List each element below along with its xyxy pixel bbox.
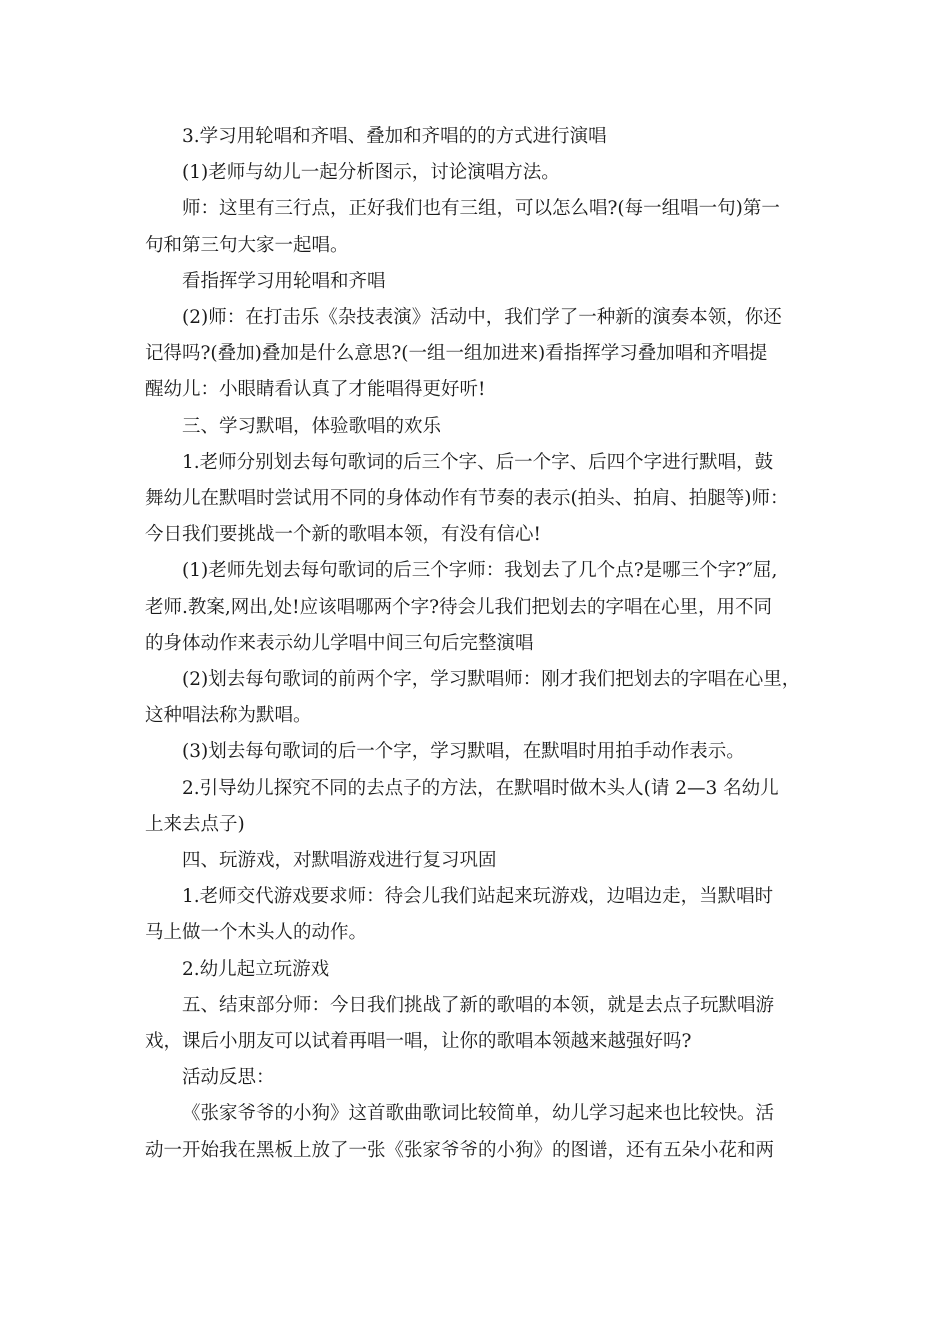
text-line: 3.学习用轮唱和齐唱、叠加和齐唱的的方式进行演唱 — [182, 126, 607, 147]
paragraph — [145, 155, 815, 191]
section-heading — [145, 843, 815, 879]
text-line: 动一开始我在黑板上放了一张《张家爷爷的小狗》的图谱，还有五朵小花和两 — [145, 1139, 775, 1161]
paragraph — [145, 264, 815, 300]
paragraph — [145, 952, 815, 988]
text-line: 1.老师分别划去每句歌词的后三个字、后一个字、后四个字进行默唱，鼓 — [182, 451, 774, 473]
text-line: 五、结束部分师：今日我们挑战了新的歌唱的本领，就是去点子玩默唱游 — [182, 994, 775, 1016]
text-line: 这种唱法称为默唱。 — [145, 705, 312, 727]
text-line: 看指挥学习用轮唱和齐唱 — [182, 270, 386, 292]
document-body — [145, 119, 815, 1169]
text-line: (2)划去每句歌词的前两个字，学习默唱师：刚才我们把划去的字唱在心里， — [182, 669, 801, 691]
paragraph — [145, 191, 815, 263]
text-line: 句和第三句大家一起唱。 — [145, 234, 349, 256]
text-line: 马上做一个木头人的动作。 — [145, 922, 368, 944]
text-line: (1)老师先划去每句歌词的后三个字师：我划去了几个点?是哪三个字?″屈, — [182, 560, 778, 582]
section-heading — [145, 1060, 815, 1096]
paragraph — [145, 300, 815, 409]
text-line: 老师.教案,网出,处!应该唱哪两个字?待会儿我们把划去的字唱在心里，用不同 — [145, 596, 772, 618]
text-line: 2.幼儿起立玩游戏 — [182, 958, 330, 980]
paragraph — [145, 553, 815, 662]
text-line: (1)老师与幼儿一起分析图示，讨论演唱方法。 — [182, 162, 560, 184]
text-line: 2.引导幼儿探究不同的去点子的方法，在默唱时做木头人(请 2—3 名幼儿 — [182, 777, 779, 799]
text-line: 醒幼儿：小眼睛看认真了才能唱得更好听! — [145, 379, 486, 401]
paragraph — [145, 445, 815, 554]
text-line: 三、学习默唱，体验歌唱的欢乐 — [182, 415, 442, 437]
text-line: 戏，课后小朋友可以试着再唱一唱，让你的歌唱本领越来越强好吗? — [145, 1031, 692, 1053]
paragraph — [145, 662, 815, 734]
text-line: (2)师：在打击乐《杂技表演》活动中，我们学了一种新的演奏本领，你还 — [182, 307, 782, 329]
text-line: 记得吗?(叠加)叠加是什么意思?(一组一组加进来)看指挥学习叠加唱和齐唱提 — [145, 343, 768, 365]
text-line: 师：这里有三行点，正好我们也有三组，可以怎么唱?(每一组唱一句)第一 — [182, 198, 780, 220]
text-line: (3)划去每句歌词的后一个字，学习默唱，在默唱时用拍手动作表示。 — [182, 741, 745, 763]
text-line: 1.老师交代游戏要求师：待会儿我们站起来玩游戏，边唱边走，当默唱时 — [182, 886, 774, 908]
text-line: 四、玩游戏，对默唱游戏进行复习巩固 — [182, 850, 497, 872]
text-line: 上来去点子) — [145, 813, 245, 835]
paragraph — [145, 988, 815, 1060]
section-heading — [145, 409, 815, 445]
paragraph — [145, 119, 815, 155]
text-line: 舞幼儿在默唱时尝试用不同的身体动作有节奏的表示(拍头、拍肩、拍腿等)师： — [145, 488, 789, 510]
paragraph — [145, 771, 815, 843]
text-line: 活动反思： — [182, 1067, 275, 1089]
text-line: 的身体动作来表示幼儿学唱中间三句后完整演唱 — [145, 632, 534, 654]
paragraph — [145, 734, 815, 770]
text-line: 《张家爷爷的小狗》这首歌曲歌词比较简单，幼儿学习起来也比较快。活 — [182, 1103, 775, 1125]
text-line: 今日我们要挑战一个新的歌唱本领，有没有信心! — [145, 524, 541, 546]
paragraph — [145, 879, 815, 951]
paragraph — [145, 1096, 815, 1168]
